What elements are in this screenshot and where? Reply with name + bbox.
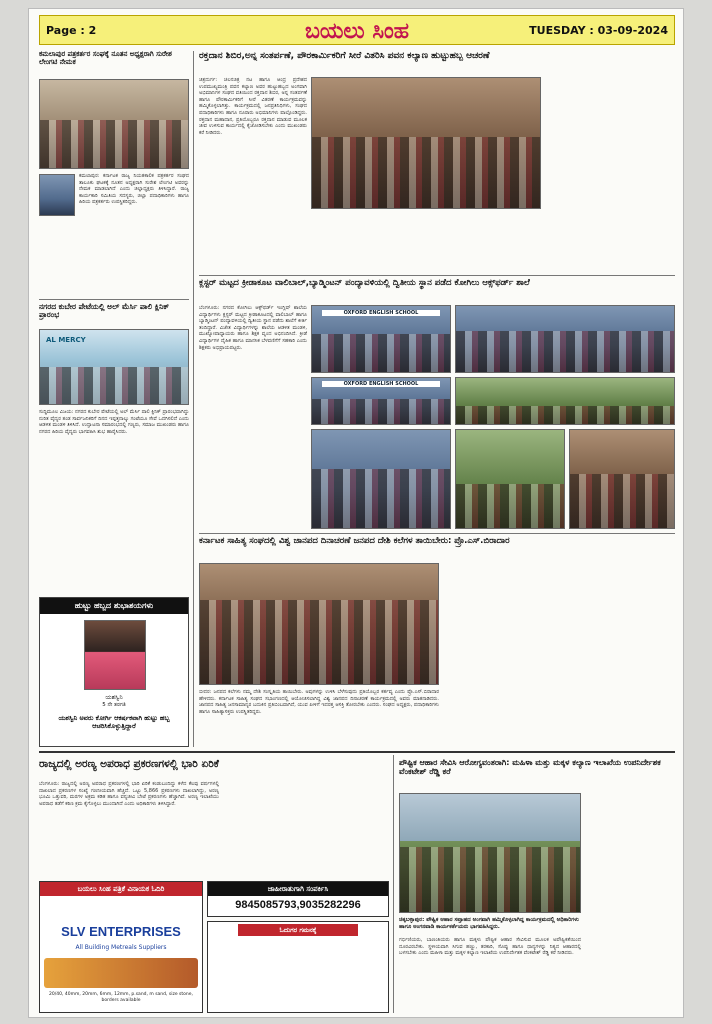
aparadha-body-col2 bbox=[223, 781, 389, 877]
sahitya-photo bbox=[199, 563, 439, 685]
poushtika-body: ಗರ್ಭಿಣಿಯರು, ಬಾಣಂತಿಯರು ಹಾಗೂ ಮಕ್ಕಳು ಪೌಷ್ಟಿಕ ಆಹಾರ ಸೇವಿಸುವ ಮೂಲಕ ಅಪೌಷ್ಟಿಕತೆಯಿಂದ ದೂರವಿರಬೇಕು. ಸ್ಥಳೀಯವಾಗಿ ಸಿಗುವ ಹಣ್ಣು, ತರಕಾರಿ, ಸೊಪ್ಪು ಹಾಗೂ ಧಾನ್ಯಗಳನ್ನು ನಿತ್ಯದ ಆಹಾರದಲ್ಲಿ ಬಳಸಬೇಕು ಎಂದು ಮಹಿಳಾ ಮತ್ತು ಮಕ್ಕಳ ಕಲ್ಯಾಣ ಇಲಾಖೆಯ ಉಪನಿರ್ದೇಶಕ ವೆಂಕಟೇಶ್ ರೆಡ್ಡಿ ಕರೆ ನೀಡಿದರು. bbox=[399, 937, 581, 957]
school-banner: OXFORD ENGLISH SCHOOL bbox=[322, 310, 440, 316]
kolegiala-photo-4 bbox=[455, 377, 675, 425]
birthday-name: ಯಶಸ್ವಿನಿ bbox=[105, 694, 123, 701]
poushtika-headline: ಪೌಷ್ಟಿಕ ಆಹಾರ ಸೇವಿಸಿ ಆರೋಗ್ಯವಂತರಾಗಿ: ಮಹಿಳಾ ಮತ್ತು ಮಕ್ಕಳ ಕಲ್ಯಾಣ ಇಲಾಖೆಯ ಉಪನಿರ್ದೇಶಕ ವೆಂಕಟೇಶ್ ರೆಡ್ಡಿ ಕರೆ bbox=[399, 759, 661, 776]
reader-notice-body bbox=[212, 940, 386, 1010]
advertise-contact-ad bbox=[207, 881, 389, 917]
kolegiala-headline: ಕ್ಲಸ್ಟರ್ ಮಟ್ಟದ ಕ್ರೀಡಾಕೂಟ ವಾಲಿಬಾಲ್,ಬ್ಯಾಡ್ಮಿಂಟನ್ ಪಂದ್ಯಾವಳಿಯಲ್ಲಿ ದ್ವಿತೀಯ ಸ್ಥಾನ ಪಡೆದ ಕೋಗಿಲು ಆಕ್ಸ್‌ಫರ್ಡ್ ಶಾಲೆ bbox=[199, 279, 530, 288]
office-header: ಬಯಲು ಸಿಂಹ ಪತ್ರಿಕೆ ವಿನಾಯಕ ಓದಿರಿ bbox=[40, 882, 202, 896]
column-divider bbox=[193, 51, 194, 747]
masthead bbox=[39, 15, 675, 45]
slv-name: SLV ENTERPRISES bbox=[61, 924, 181, 939]
birthday-class: 5 ನೇ ತರಗತಿ bbox=[102, 702, 126, 708]
aparadha-body: ಬೆಂಗಳೂರು: ರಾಜ್ಯದಲ್ಲಿ ಅರಣ್ಯ ಅಪರಾಧ ಪ್ರಕರಣಗಳಲ್ಲಿ ಭಾರಿ ಏರಿಕೆ ಕಂಡುಬಂದಿದ್ದು ಕಳೆದ ಕೆಲವು ವರ್ಷಗಳಲ್ಲಿ ದಾಖಲಾದ ಪ್ರಕರಣಗಳ ಸಂಖ್ಯೆ ಗಣನೀಯವಾಗಿ ಹೆಚ್ಚಿದೆ. ಒಟ್ಟು 5,866 ಪ್ರಕರಣಗಳು ದಾಖಲಾಗಿದ್ದು, ಅರಣ್ಯ ಭೂಮಿ ಒತ್ತುವರಿ, ಮರಗಳ ಅಕ್ರಮ ಕಡಿತ ಹಾಗೂ ವನ್ಯಜೀವಿ ಬೇಟೆ ಪ್ರಕರಣಗಳು ಹೆಚ್ಚಾಗಿವೆ. ಅರಣ್ಯ ಇಲಾಖೆಯು ಅಪರಾಧ ತಡೆಗೆ ಕಠಿಣ ಕ್ರಮ ಕೈಗೊಳ್ಳಲು ಮುಂದಾಗಿದೆ ಎಂದು ಅಧಿಕಾರಿಗಳು ತಿಳಿಸಿದ್ದಾರೆ. bbox=[39, 781, 219, 807]
truck-graphic bbox=[44, 958, 198, 988]
slv-tagline: All Building Metreals Suppliers bbox=[75, 944, 167, 951]
birthday-message: ಯಶಸ್ವಿನಿ ಅವರು ಕೋರ್ಗಿ ಆಕರ್ಷಕವಾಗಿ ಹುಟ್ಟು ಹಬ್ಬ ಆಚರಿಸಿಕೊಳ್ಳುತ್ತಿದ್ದಾರೆ bbox=[58, 714, 170, 730]
issue-date: TUESDAY : 03-09-2024 bbox=[529, 24, 668, 37]
raktadana-body-cont bbox=[311, 213, 541, 273]
raktadana-photo bbox=[311, 77, 541, 209]
aparadha-headline: ರಾಜ್ಯದಲ್ಲಿ ಅರಣ್ಯ ಅಪರಾಧ ಪ್ರಕರಣಗಳಲ್ಲಿ ಭಾರಿ ಏರಿಕೆ bbox=[39, 759, 219, 770]
page-number: Page : 2 bbox=[46, 24, 97, 37]
sahitya-body-col3 bbox=[559, 563, 675, 747]
raktadana-body-col3 bbox=[545, 77, 675, 273]
sahitya-body-col2 bbox=[443, 563, 555, 747]
almercy-photo bbox=[39, 329, 189, 405]
poushtika-caption: ಚಿಕ್ಕಬಳ್ಳಾಪುರ: ಪೌಷ್ಟಿಕ ಆಹಾರ ಸಪ್ತಾಹದ ಅಂಗವಾಗಿ ಹಮ್ಮಿಕೊಳ್ಳಲಾಗಿದ್ದ ಕಾರ್ಯಕ್ರಮದಲ್ಲಿ ಅಧಿಕಾರಿಗಳು ಹಾಗೂ ಅಂಗನವಾಡಿ ಕಾರ್ಯಕರ್ತೆಯರು ಭಾಗವಹಿಸಿದ್ದರು. bbox=[399, 917, 579, 930]
divider bbox=[199, 275, 675, 276]
raktadana-headline: ರಕ್ತದಾನ ಶಿಬಿರ,ಅನ್ನ ಸಂತರ್ಪಣೆ, ಪೌರಕಾರ್ಮಿಕರಿಗೆ ಸೀರೆ ವಿತರಿಸಿ ಪವನ ಕಲ್ಯಾಣ ಹುಟ್ಟುಹಬ್ಬ ಆಚರಣೆ bbox=[199, 51, 490, 61]
pathrakartara-body: ಕಮಲಾಪುರ: ಕರ್ನಾಟಕ ರಾಜ್ಯ ನಿಯತಕಾಲಿಕ ಪತ್ರಕರ್ತರ ಸಂಘದ ತಾಲೂಕು ಘಟಕಕ್ಕೆ ನೂತನ ಅಧ್ಯಕ್ಷರಾಗಿ ಸುರೇಶ ಲೇಂಗಟಿ ಅವರನ್ನು ನೇಮಕ ಮಾಡಲಾಗಿದೆ ಎಂದು ಜಿಲ್ಲಾಧ್ಯಕ್ಷರು ತಿಳಿಸಿದ್ದಾರೆ. ರಾಜ್ಯ ಕಾರ್ಯಕಾರಿ ಸಮಿತಿಯ ಸದಸ್ಯರು, ಜಿಲ್ಲಾ ಪದಾಧಿಕಾರಿಗಳು ಹಾಗೂ ಹಿರಿಯ ಪತ್ರಕರ್ತರು ಉಪಸ್ಥಿತರಿದ್ದರು. bbox=[79, 173, 189, 206]
slv-detail: 20/40, 40mm, 20mm, 6mm, 12mm, p.sand, m sand, size stone, borders available bbox=[49, 992, 193, 1003]
kolegiala-photo-5 bbox=[311, 429, 451, 529]
sahitya-headline: ಕರ್ನಾಟಕ ಸಾಹಿತ್ಯ ಸಂಘದಲ್ಲಿ ವಿಶ್ವ ಜಾನಪದ ದಿನಾಚರಣೆ ಜನಪದ ದೇಶಿ ಕಲೆಗಳ ತಾಯಿಬೇರು: ಪ್ರೊ.ಎಸ್.ಬಿರಾದಾರ bbox=[199, 537, 510, 546]
reader-notice-box bbox=[207, 921, 389, 1013]
birthday-photo bbox=[84, 620, 146, 690]
kolegiala-photo-6 bbox=[455, 429, 565, 529]
divider bbox=[199, 533, 675, 534]
clinic-sign: AL MERCY bbox=[46, 336, 86, 344]
almercy-body: ಸುದ್ದಿಮೂಲ ವಿಜಯ: ನಗರದ ಕುಬೇರ ಪೇಟೆಯಲ್ಲಿ ಅಲ್ ಮೆರ್ಸಿ ಪಾಲಿ ಕ್ಲಿನಿಕ್ ಪ್ರಾರಂಭವಾಗಿದ್ದು ನುರಿತ ವೈದ್ಯರ ತಂಡ ಸಾರ್ವಜನಿಕರಿಗೆ ದಿನದ ಇಪ್ಪತ್ತನಾಲ್ಕು ಗಂಟೆಯೂ ಸೇವೆ ಒದಗಿಸಲಿದೆ ಎಂದು ಆಡಳಿತ ಮಂಡಳಿ ತಿಳಿಸಿದೆ. ಉದ್ಘಾಟನಾ ಸಮಾರಂಭದಲ್ಲಿ ಗಣ್ಯರು, ಸಮಾಜ ಮುಖಂಡರು ಹಾಗೂ ನಗರದ ಹಿರಿಯ ವೈದ್ಯರು ಭಾಗವಹಿಸಿ ಶುಭ ಹಾರೈಸಿದರು. bbox=[39, 409, 189, 435]
kolegiala-body: ಬೆಂಗಳೂರು: ನಗರದ ಕೋಗಿಲು ಆಕ್ಸ್‌ಫರ್ಡ್ ಇಂಗ್ಲಿಷ್ ಶಾಲೆಯ ವಿದ್ಯಾರ್ಥಿಗಳು ಕ್ಲಸ್ಟರ್ ಮಟ್ಟದ ಕ್ರೀಡಾಕೂಟದಲ್ಲಿ ವಾಲಿಬಾಲ್ ಹಾಗೂ ಬ್ಯಾಡ್ಮಿಂಟನ್ ಪಂದ್ಯಾವಳಿಯಲ್ಲಿ ದ್ವಿತೀಯ ಸ್ಥಾನ ಪಡೆದು ಶಾಲೆಗೆ ಕೀರ್ತಿ ತಂದಿದ್ದಾರೆ. ವಿಜೇತ ವಿದ್ಯಾರ್ಥಿಗಳನ್ನು ಶಾಲೆಯ ಆಡಳಿತ ಮಂಡಳಿ, ಮುಖ್ಯೋಪಾಧ್ಯಾಯರು ಹಾಗೂ ಶಿಕ್ಷಕ ವೃಂದ ಅಭಿನಂದಿಸಿದೆ. ಕ್ರೀಡೆ ವಿದ್ಯಾರ್ಥಿಗಳ ದೈಹಿಕ ಹಾಗೂ ಮಾನಸಿಕ ಬೆಳವಣಿಗೆಗೆ ಸಹಕಾರಿ ಎಂದು ಶಿಕ್ಷಕರು ಅಭಿಪ್ರಾಯಪಟ್ಟರು. bbox=[199, 305, 307, 351]
kolegiala-photo-7 bbox=[569, 429, 675, 529]
poushtika-photo bbox=[399, 793, 581, 913]
reader-header: ಓದುಗರ ಗಮನಕ್ಕೆ bbox=[238, 924, 358, 936]
paper-name: ಬಯಲು ಸಿಂಹ bbox=[304, 18, 410, 44]
column-divider bbox=[393, 755, 394, 1013]
poushtika-body-col2 bbox=[585, 793, 675, 1013]
birthday-headline: ಹುಟ್ಟು ಹಬ್ಬದ ಶುಭಾಶಯಗಳು bbox=[40, 598, 188, 614]
pathrakartara-headline: ಕಮಲಾಪುರ ಪತ್ರಕರ್ತರ ಸಂಘಕ್ಕೆ ನೂತನ ಅಧ್ಯಕ್ಷರಾಗಿ ಸುರೇಶ ಲೇಂಗಟಿ ನೇಮಕ bbox=[39, 51, 172, 66]
birthday-box bbox=[39, 597, 189, 747]
raktadana-body: ಚಿತ್ರದುರ್ಗ: ಚಲನಚಿತ್ರ ನಟ ಹಾಗೂ ಆಂಧ್ರ ಪ್ರದೇಶದ ಉಪಮುಖ್ಯಮಂತ್ರಿ ಪವನ ಕಲ್ಯಾಣ ಅವರ ಹುಟ್ಟುಹಬ್ಬದ ಅಂಗವಾಗಿ ಅಭಿಮಾನಿಗಳ ಸಂಘದ ವತಿಯಿಂದ ರಕ್ತದಾನ ಶಿಬಿರ, ಅನ್ನ ಸಂತರ್ಪಣೆ ಹಾಗೂ ಪೌರಕಾರ್ಮಿಕರಿಗೆ ಸೀರೆ ವಿತರಣೆ ಕಾರ್ಯಕ್ರಮವನ್ನು ಹಮ್ಮಿಕೊಳ್ಳಲಾಗಿತ್ತು. ಕಾರ್ಯಕ್ರಮದಲ್ಲಿ ಜನಪ್ರತಿನಿಧಿಗಳು, ಸಂಘದ ಪದಾಧಿಕಾರಿಗಳು ಹಾಗೂ ನೂರಾರು ಅಭಿಮಾನಿಗಳು ಪಾಲ್ಗೊಂಡಿದ್ದರು. ರಕ್ತದಾನ ಮಹಾದಾನ, ಪ್ರತಿಯೊಬ್ಬರೂ ರಕ್ತದಾನ ಮಾಡುವ ಮೂಲಕ ಜೀವ ಉಳಿಸುವ ಕಾರ್ಯದಲ್ಲಿ ಕೈಜೋಡಿಸಬೇಕು ಎಂದು ಮುಖಂಡರು ಕರೆ ನೀಡಿದರು. bbox=[199, 77, 307, 136]
almercy-headline: ನಗರದ ಕುಬೇರ ಪೇಟೆಯಲ್ಲಿ ಅಲ್ ಮೆರ್ಸಿ ಪಾಲಿ ಕ್ಲಿನಿಕ್ ಪ್ರಾರಂಭ bbox=[39, 303, 170, 320]
kolegiala-photo-1 bbox=[311, 305, 451, 373]
jaherat-phone: 9845085793,9035282296 bbox=[235, 899, 361, 911]
sahitya-body: ಬೀದರ: ಜನಪದ ಕಲೆಗಳು ನಮ್ಮ ದೇಶಿ ಸಂಸ್ಕೃತಿಯ ತಾಯಿಬೇರು. ಅವುಗಳನ್ನು ಉಳಿಸಿ ಬೆಳೆಸುವುದು ಪ್ರತಿಯೊಬ್ಬರ ಕರ್ತವ್ಯ ಎಂದು ಪ್ರೊ.ಎಸ್.ಬಿರಾದಾರ ಹೇಳಿದರು. ಕರ್ನಾಟಕ ಸಾಹಿತ್ಯ ಸಂಘದ ಸಭಾಂಗಣದಲ್ಲಿ ಆಯೋಜಿಸಲಾಗಿದ್ದ ವಿಶ್ವ ಜಾನಪದ ದಿನಾಚರಣೆ ಕಾರ್ಯಕ್ರಮದಲ್ಲಿ ಅವರು ಮಾತನಾಡಿದರು. ಜಾನಪದ ಸಾಹಿತ್ಯ ಜನಸಾಮಾನ್ಯರ ಬದುಕಿನ ಪ್ರತಿಬಿಂಬವಾಗಿದೆ, ಯುವ ಪೀಳಿಗೆ ಇದರತ್ತ ಆಸಕ್ತಿ ತೋರಬೇಕು ಎಂದರು. ಸಂಘದ ಅಧ್ಯಕ್ಷರು, ಪದಾಧಿಕಾರಿಗಳು ಹಾಗೂ ಸಾಹಿತ್ಯಾಸಕ್ತರು ಉಪಸ್ಥಿತರಿದ್ದರು. bbox=[199, 689, 439, 715]
jaherat-header: ಜಾಹೀರಾತುಗಾಗಿ ಸಂಪರ್ಕಿಸಿ bbox=[208, 882, 388, 896]
pathrakartara-photo bbox=[39, 79, 189, 169]
slv-enterprises-ad bbox=[39, 881, 203, 1013]
school-banner-2: OXFORD ENGLISH SCHOOL bbox=[322, 381, 440, 387]
divider bbox=[39, 751, 675, 753]
kolegiala-photo-2 bbox=[455, 305, 675, 373]
newspaper-page bbox=[28, 8, 684, 1018]
divider bbox=[39, 299, 189, 300]
kolegiala-photo-3 bbox=[311, 377, 451, 425]
